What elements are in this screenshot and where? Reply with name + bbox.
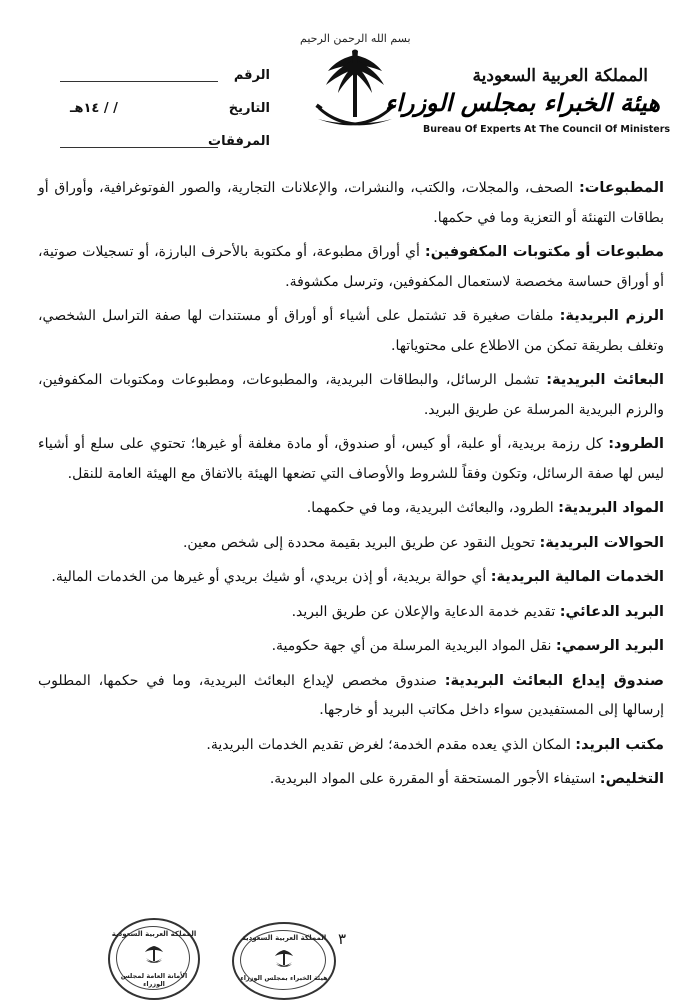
- bureau-name-english: Bureau Of Experts At The Council Of Ministers: [423, 124, 671, 135]
- reference-fields: [60, 68, 270, 167]
- reference-number-line: [60, 81, 218, 82]
- definition-term: المطبوعات:: [579, 180, 664, 196]
- reference-number-label: الرقم: [233, 68, 270, 83]
- kingdom-title: المملكة العربية السعودية: [472, 66, 648, 86]
- definition-paragraph: [38, 667, 664, 726]
- definition-term: الطرود:: [608, 436, 664, 452]
- definition-text: كل رزمة بريدية، أو علبة، أو كيس، أو صندوق، أو مادة مغلفة أو غيرها؛ تحتوي على سلع أو أشياء ليس لها صفة الرسائل، وتكون وفقاً للشروط والأوصاف التي تضعها الهيئة بالاتفاق مع الهيئة العامة للنقل.: [38, 436, 664, 482]
- date-label: التاريخ: [228, 101, 270, 116]
- definition-term: الخدمات المالية البريدية:: [490, 569, 664, 585]
- definition-paragraph: [38, 765, 664, 795]
- definition-paragraph: [38, 430, 664, 489]
- stamp-top-text: المملكة العربية السعودية: [241, 934, 327, 942]
- stamp-emblem-icon: [274, 948, 294, 970]
- date-value: / / ١٤هـ: [70, 101, 118, 116]
- stamp-bottom-text: هيئة الخبراء بمجلس الوزراء: [240, 974, 328, 982]
- definition-text: تقديم خدمة الدعاية والإعلان عن طريق البريد.: [291, 603, 560, 620]
- definition-term: البريد الرسمي:: [555, 638, 664, 654]
- date-row: [60, 101, 270, 121]
- definition-paragraph: [38, 598, 664, 628]
- definition-text: أي حوالة بريدية، أو إذن بريدي، أو شيك بريدي أو غيرها من الخدمات المالية.: [51, 569, 491, 585]
- definition-text: ملفات صغيرة قد تشتمل على أشياء أو أوراق أو مستندات لها صفة التراسل الشخصي، وتغلف بطريقة تمكن من الاطلاع على محتوياتها.: [38, 308, 664, 354]
- definition-term: مطبوعات أو مكتوبات المكفوفين:: [424, 244, 664, 260]
- definition-term: التخليص:: [599, 771, 664, 787]
- definition-paragraph: [38, 174, 664, 233]
- secretariat-stamp: [108, 918, 200, 1000]
- reference-number-row: [60, 68, 270, 88]
- definition-text: نقل المواد البريدية المرسلة من أي جهة حكومية.: [271, 638, 556, 654]
- document-body: [38, 174, 664, 800]
- definition-term: الرزم البريدية:: [559, 308, 664, 324]
- definition-text: صندوق مخصص لإيداع البعائث البريدية، وما في حكمها، المطلوب إرسالها إلى المستفيدين سواء داخل مكاتب البريد أو خارجها.: [38, 672, 664, 718]
- definition-text: تشمل الرسائل، والبطاقات البريدية، والمطبوعات، ومطبوعات ومكتوبات المكفوفين، والرزم البريدية المرسلة عن طريق البريد.: [38, 372, 664, 418]
- definition-text: استيفاء الأجور المستحقة أو المقررة على المواد البريدية.: [269, 771, 600, 787]
- definition-term: المواد البريدية:: [558, 500, 664, 516]
- page-number: ٣: [338, 930, 347, 948]
- stamp-emblem-icon: [144, 944, 164, 966]
- definition-text: المكان الذي يعده مقدم الخدمة؛ لغرض تقديم الخدمات البريدية.: [206, 736, 576, 753]
- definition-paragraph: [38, 302, 664, 361]
- letterhead-title: [384, 66, 671, 135]
- definition-paragraph: [38, 632, 664, 662]
- bureau-stamp: [232, 922, 336, 1000]
- definition-term: البريد الدعائي:: [559, 603, 664, 620]
- definition-paragraph: [38, 529, 664, 559]
- definition-paragraph: [38, 238, 664, 297]
- definition-paragraph: [38, 731, 664, 761]
- bureau-logo-arabic: هيئة الخبراء بمجلس الوزراء: [384, 88, 660, 117]
- stamp-top-text: المملكة العربية السعودية: [111, 930, 197, 938]
- definition-term: الحوالات البريدية:: [539, 534, 664, 551]
- definition-text: أي أوراق مطبوعة، أو مكتوبة بالأحرف البارزة، أو تسجيلات صوتية، أو أوراق حساسة مخصصة لاستعمال المكفوفين، وترسل مكشوفة.: [38, 244, 664, 290]
- definition-term: البعائث البريدية:: [546, 372, 664, 388]
- attachments-line: [60, 147, 218, 148]
- definition-paragraph: [38, 494, 664, 524]
- attachments-row: [60, 134, 270, 154]
- definition-paragraph: [38, 366, 664, 425]
- definition-term: مكتب البريد:: [575, 736, 664, 753]
- definition-text: الصحف، والمجلات، والكتب، والنشرات، والإعلانات التجارية، والصور الفوتوغرافية، وأوراق أو بطاقات التهنئة أو التعزية وما في حكمها.: [38, 180, 664, 226]
- attachments-label: المرفقات: [208, 134, 270, 149]
- definition-text: الطرود، والبعائث البريدية، وما في حكمهما.: [306, 500, 559, 516]
- definition-term: صندوق إيداع البعائث البريدية:: [444, 672, 664, 689]
- definition-text: تحويل النقود عن طريق البريد بقيمة محددة إلى شخص معين.: [182, 534, 540, 551]
- basmala: بسم الله الرحمن الرحيم: [300, 32, 411, 45]
- stamp-bottom-text: الأمانة العامة لمجلس الوزراء: [120, 972, 188, 988]
- definition-paragraph: [38, 563, 664, 593]
